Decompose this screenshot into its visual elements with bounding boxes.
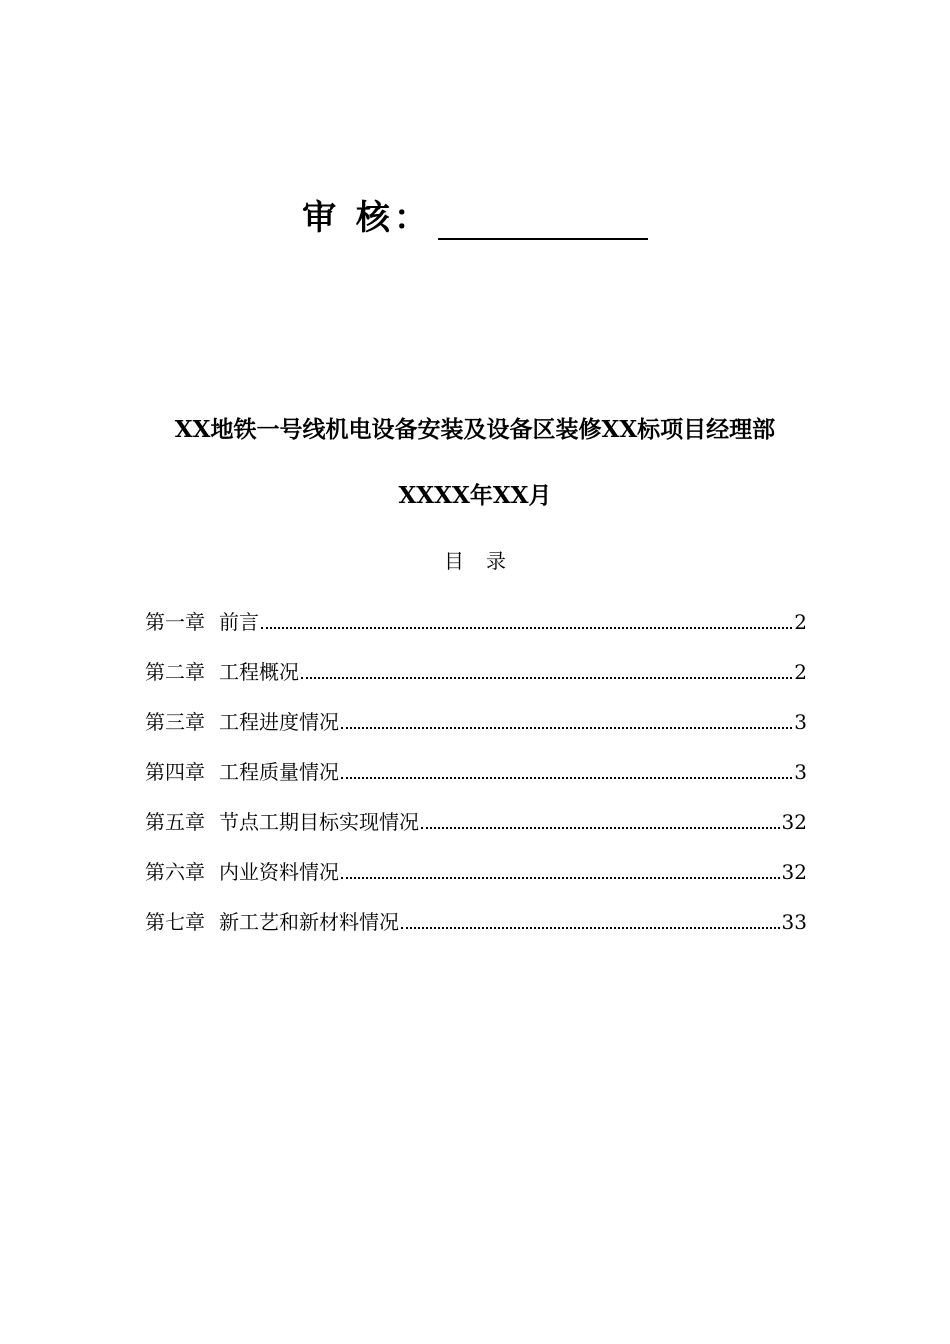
review-label: 审 核：	[302, 198, 432, 238]
toc-page-number: 2	[794, 610, 807, 634]
toc-chapter-number: 第五章	[145, 810, 205, 834]
toc-dot-leader	[261, 626, 792, 629]
organization-title: XX地铁一号线机电设备安装及设备区装修XX标项目经理部	[174, 416, 776, 443]
toc-chapter-number: 第一章	[145, 610, 205, 634]
review-signature-blank	[438, 202, 648, 240]
toc-dot-leader	[341, 876, 780, 879]
toc-dot-leader	[301, 676, 792, 679]
toc-chapter-number: 第三章	[145, 710, 205, 734]
toc-dot-leader	[341, 776, 792, 779]
toc-chapter-name: 工程概况	[219, 660, 299, 684]
toc-dot-leader	[421, 826, 780, 829]
document-date: XXXX年XX月	[398, 482, 552, 509]
toc-entry[interactable]	[145, 652, 807, 702]
toc-chapter-number: 第六章	[145, 860, 205, 884]
toc-page-number: 3	[794, 760, 807, 784]
toc-chapter-name: 工程进度情况	[219, 710, 339, 734]
toc-chapter-name: 新工艺和新材料情况	[219, 910, 399, 934]
toc-page-number: 32	[781, 860, 807, 884]
toc-entry[interactable]	[145, 802, 807, 852]
toc-page-number: 3	[794, 710, 807, 734]
toc-entry[interactable]	[145, 702, 807, 752]
toc-dot-leader	[341, 726, 792, 729]
toc-chapter-name: 前言	[219, 610, 259, 634]
table-of-contents	[145, 602, 807, 952]
toc-page-number: 33	[781, 910, 807, 934]
toc-page-number: 32	[781, 810, 807, 834]
toc-chapter-number: 第七章	[145, 910, 205, 934]
toc-title: 目录	[444, 549, 528, 573]
toc-chapter-name: 内业资料情况	[219, 860, 339, 884]
toc-entry[interactable]	[145, 902, 807, 952]
toc-page-number: 2	[794, 660, 807, 684]
toc-entry[interactable]	[145, 752, 807, 802]
review-signature-line	[0, 196, 950, 240]
toc-chapter-number: 第二章	[145, 660, 205, 684]
toc-chapter-name: 工程质量情况	[219, 760, 339, 784]
toc-entry[interactable]	[145, 852, 807, 902]
toc-entry[interactable]	[145, 602, 807, 652]
toc-chapter-number: 第四章	[145, 760, 205, 784]
toc-chapter-name: 节点工期目标实现情况	[219, 810, 419, 834]
toc-dot-leader	[401, 926, 780, 929]
